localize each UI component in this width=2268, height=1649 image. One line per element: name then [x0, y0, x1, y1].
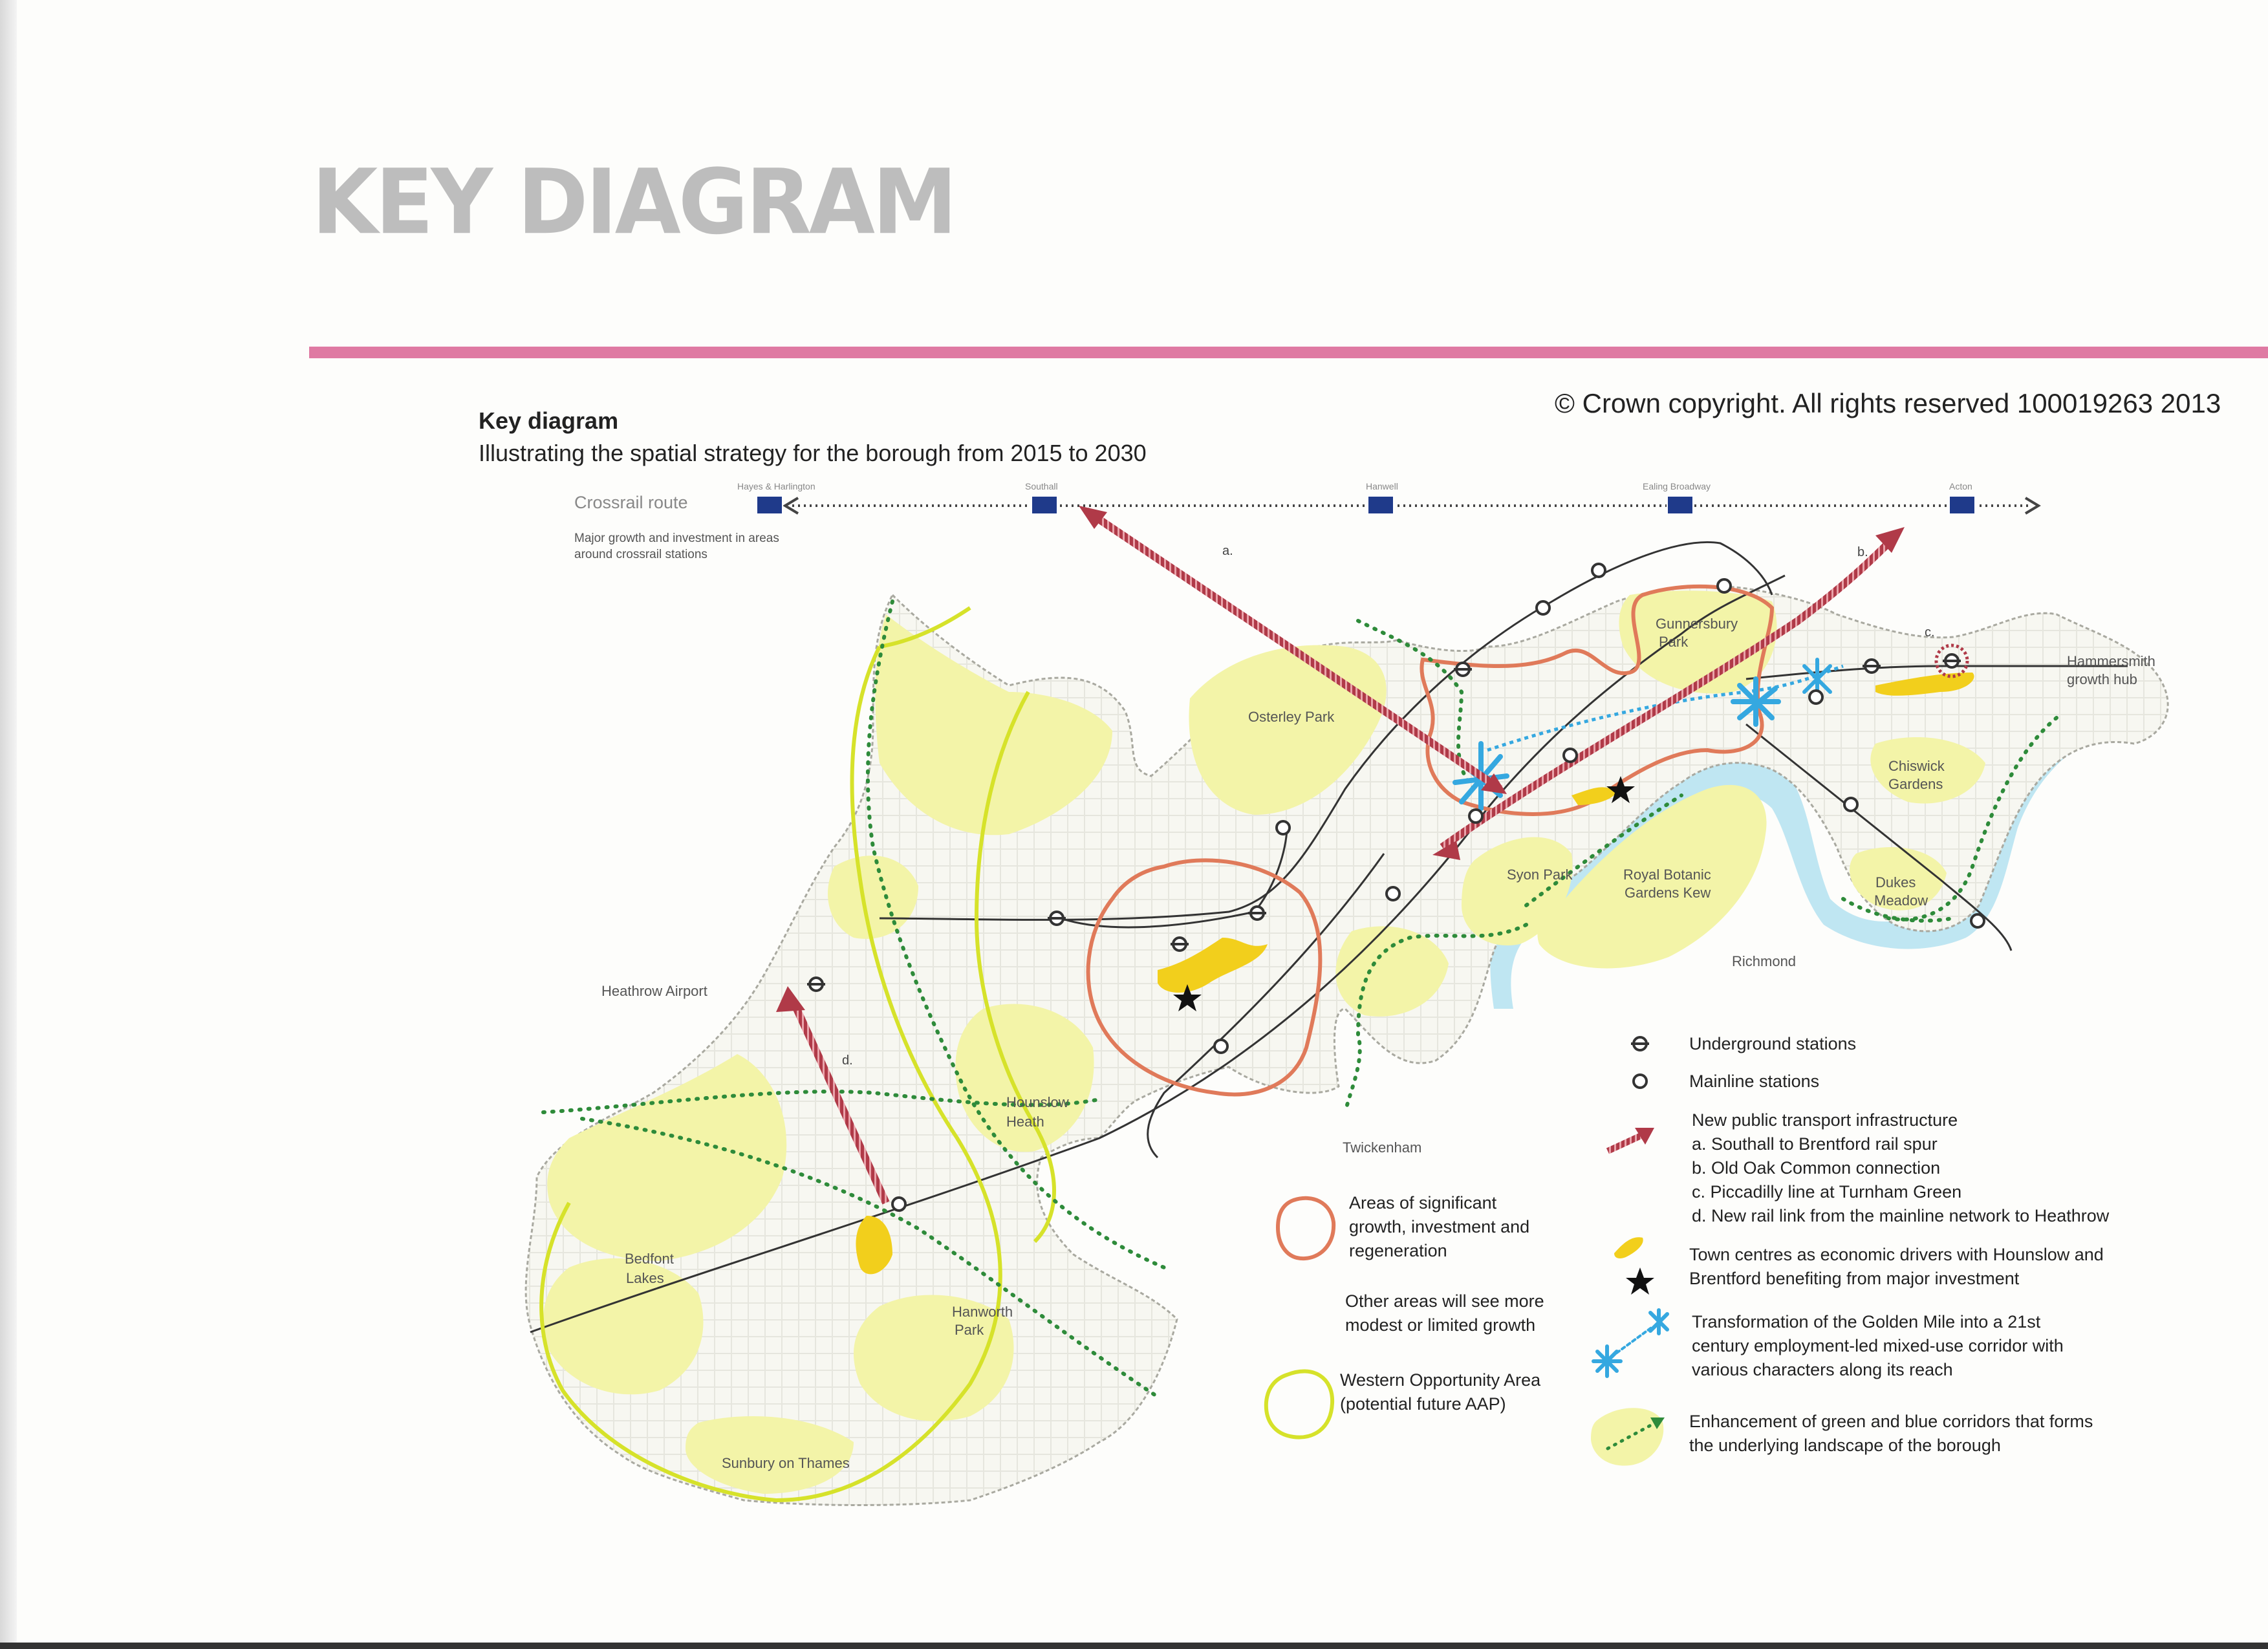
legend-town-centre-icon	[1614, 1237, 1643, 1258]
label-hanworth-2: Park	[955, 1322, 984, 1338]
label-chiswick-2: Gardens	[1888, 776, 1943, 792]
crossrail-station-icon-1	[757, 496, 783, 514]
label-dukes-1: Dukes	[1875, 874, 1916, 890]
label-heathrow-airport: Heathrow Airport	[601, 983, 707, 999]
legend-mainline-icon	[1634, 1075, 1647, 1088]
mainline-station	[1592, 564, 1605, 577]
crossrail-station-icon-2	[1031, 496, 1057, 514]
crossrail-station-name-1: Hayes & Harlington	[737, 481, 815, 491]
legend-mainline-label: Mainline stations	[1689, 1072, 1820, 1091]
crossrail-station-icon-4	[1667, 496, 1693, 514]
label-hanworth-1: Hanworth	[952, 1304, 1013, 1320]
legend-western-opportunity	[1340, 1368, 1540, 1416]
legend-golden-line-3: various characters along its reach	[1692, 1360, 1953, 1379]
mainline-station	[892, 1198, 905, 1211]
label-osterley-park: Osterley Park	[1248, 709, 1335, 725]
mainline-station	[1277, 821, 1290, 834]
label-hounslow-heath-1: Hounslow	[1006, 1094, 1069, 1110]
copyright-notice: © Crown copyright. All rights reserved 100019263 2013	[1555, 388, 2221, 418]
legend-town-centres	[1689, 1243, 2104, 1291]
mainline-station	[1809, 691, 1822, 704]
label-richmond: Richmond	[1732, 953, 1797, 969]
mainline-station	[1469, 810, 1482, 823]
legend-transport-a: a. Southall to Brentford rail spur	[1692, 1134, 1938, 1154]
mainline-station	[1215, 1040, 1227, 1053]
legend-other-areas	[1345, 1289, 1544, 1337]
legend-underground	[1689, 1032, 1856, 1056]
legend-other-line-1: Other areas will see more	[1345, 1291, 1544, 1311]
label-route-b: b.	[1857, 545, 1868, 559]
crossrail-note-line-1: Major growth and investment in areas	[574, 532, 779, 545]
legend-transport-title: New public transport infrastructure	[1692, 1110, 1958, 1130]
label-gunnersbury-1: Gunnersbury	[1656, 616, 1738, 632]
legend-growth-line-2: growth, investment and	[1349, 1217, 1530, 1236]
legend-star-icon	[1626, 1267, 1654, 1295]
legend-growth-area-icon	[1278, 1198, 1334, 1258]
legend-transport-c: c. Piccadilly line at Turnham Green	[1692, 1182, 1962, 1202]
legend-golden-line-2: century employment-led mixed-use corridor with	[1692, 1336, 2064, 1355]
label-sunbury: Sunbury on Thames	[722, 1455, 850, 1471]
legend-green-line-1: Enhancement of green and blue corridors that forms	[1689, 1412, 2093, 1431]
legend-growth-line-3: regeneration	[1349, 1241, 1447, 1260]
label-hammersmith-2: growth hub	[2067, 671, 2137, 687]
mainline-station	[1564, 749, 1577, 762]
label-hammersmith-1: Hammersmith	[2067, 653, 2155, 669]
label-bedfont-2: Lakes	[626, 1270, 664, 1286]
legend-mainline	[1689, 1070, 1819, 1094]
label-route-a: a.	[1222, 544, 1233, 558]
crossrail-note-line-2: around crossrail stations	[574, 548, 707, 561]
label-dukes-2: Meadow	[1874, 892, 1928, 909]
mainline-station	[1971, 914, 1984, 927]
legend-transport-arrow-icon	[1608, 1134, 1644, 1151]
label-chiswick-1: Chiswick	[1888, 758, 1945, 774]
label-kew-1: Royal Botanic	[1623, 867, 1711, 883]
crossrail-station-icon-5	[1949, 496, 1975, 514]
crossrail-station-name-5: Acton	[1949, 481, 1972, 491]
label-bedfont-1: Bedfont	[625, 1251, 674, 1267]
legend-town-line-1: Town centres as economic drivers with Hounslow and	[1689, 1245, 2104, 1264]
page-title: KEY DIAGRAM	[312, 150, 955, 255]
legend-western-line-2: (potential future AAP)	[1340, 1394, 1506, 1414]
legend-golden-mile-icon	[1593, 1310, 1667, 1376]
mainline-station	[1844, 798, 1857, 811]
legend-green-corridors	[1689, 1410, 2093, 1458]
map-subtitle: Illustrating the spatial strategy for the borough from 2015 to 2030	[479, 440, 1147, 466]
legend-golden-mile	[1692, 1310, 2064, 1382]
mainline-station	[1387, 887, 1399, 900]
legend-golden-line-1: Transformation of the Golden Mile into a 21st	[1692, 1312, 2041, 1331]
mainline-station	[1537, 601, 1550, 614]
scan-bottom-edge	[0, 1643, 2268, 1649]
crossrail-station-name-2: Southall	[1025, 481, 1058, 491]
legend-growth-areas	[1349, 1191, 1529, 1263]
label-twickenham: Twickenham	[1343, 1139, 1422, 1156]
label-kew-2: Gardens Kew	[1625, 885, 1711, 901]
map-title: Key diagram	[479, 407, 619, 434]
crossrail-station-name-3: Hanwell	[1366, 481, 1398, 491]
label-syon-park: Syon Park	[1507, 867, 1573, 883]
legend-opportunity-area-icon	[1266, 1371, 1332, 1437]
legend-growth-line-1: Areas of significant	[1349, 1193, 1497, 1212]
mainline-station	[1718, 579, 1731, 592]
legend-underground-icon	[1631, 1037, 1649, 1050]
legend-transport-b: b. Old Oak Common connection	[1692, 1158, 1941, 1178]
legend-underground-label: Underground stations	[1689, 1034, 1857, 1053]
crossrail-arrow-start	[785, 498, 798, 513]
legend-transport-d: d. New rail link from the mainline network to Heathrow	[1692, 1206, 2110, 1225]
label-route-c: c.	[1925, 625, 1935, 640]
legend-green-line-2: the underlying landscape of the borough	[1689, 1436, 2001, 1455]
legend-transport	[1692, 1108, 2109, 1228]
crossrail-route-label: Crossrail route	[574, 493, 688, 512]
label-gunnersbury-2: Park	[1659, 634, 1689, 650]
legend-other-line-2: modest or limited growth	[1345, 1315, 1536, 1335]
legend-western-line-1: Western Opportunity Area	[1340, 1370, 1541, 1390]
label-route-d: d.	[842, 1053, 853, 1068]
legend-town-line-2: Brentford benefiting from major investment	[1689, 1269, 2020, 1288]
crossrail-station-name-4: Ealing Broadway	[1643, 481, 1711, 491]
label-hounslow-heath-2: Heath	[1006, 1114, 1044, 1130]
crossrail-station-icon-3	[1368, 496, 1394, 514]
